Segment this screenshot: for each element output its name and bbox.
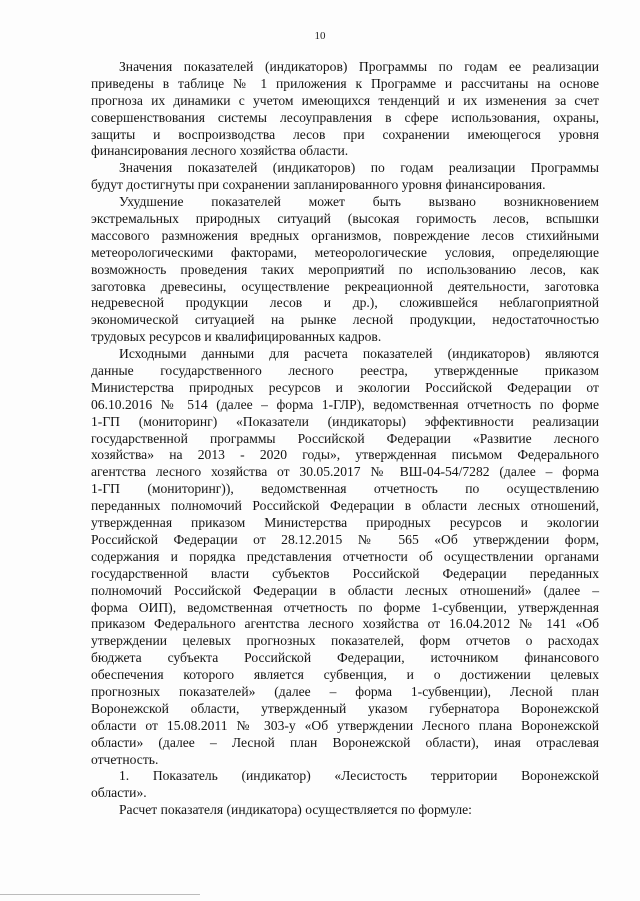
text-line: полномочий Российской Федерации в области лесных отношений» (далее – (91, 582, 599, 598)
text-line: области» (далее – Лесной план Воронежской области), иная отраслевая (91, 734, 599, 750)
text-line: метеорологическими факторами, метеорологические условия, определяющие (91, 244, 599, 260)
text-line: возможность проведения таких мероприятий по использованию лесов, как (91, 261, 599, 277)
text-line: области». (91, 785, 147, 801)
text-line: приказом Федерального агентства лесного хозяйства от 16.04.2012 № 141 «Об (91, 616, 599, 632)
text-line: государственной власти субъектов Российской Федерации переданных (91, 565, 599, 581)
text-line: содержания и порядка представления отчетности об осуществлении органами (91, 548, 599, 564)
text-line: государственной программы Российской Федерации «Развитие лесного (91, 430, 599, 446)
text-line: будут достигнуты при сохранении запланированного уровня финансирования. (91, 177, 546, 193)
text-line: Значения показателей (индикаторов) по годам реализации Программы (119, 160, 599, 176)
text-line: области от 15.08.2011 № 303-у «Об утверждении Лесного плана Воронежской (91, 717, 599, 733)
body-text (91, 59, 599, 819)
text-line: Воронежской области, утвержденный указом губернатора Воронежской (91, 700, 599, 716)
text-line: Ухудшение показателей может быть вызвано возникновением (119, 194, 599, 210)
text-line: прогнозных показателей» (далее – форма 1-субвенции), Лесной план (91, 683, 599, 699)
text-line: Исходными данными для расчета показателей (индикаторов) являются (119, 346, 599, 362)
text-line: Российской Федерации от 28.12.2015 № 565 «Об утверждении форм, (91, 531, 599, 547)
text-line: Значения показателей (индикаторов) Программы по годам ее реализации (119, 59, 599, 74)
text-line: 1. Показатель (индикатор) «Лесистость территории Воронежской (119, 768, 599, 784)
text-line: 06.10.2016 № 514 (далее – форма 1-ГЛР), ведомственная отчетность по форме (91, 396, 599, 412)
text-line: недревесной продукции лесов и др.), сложившейся неблагоприятной (91, 295, 599, 311)
text-line: утвержденная приказом Министерства природных ресурсов и экологии (91, 515, 599, 531)
text-line: экономической ситуацией на рынке лесной продукции, недостаточностью (91, 312, 599, 328)
text-line: заготовка древесины, осуществление рекреационной деятельности, заготовка (91, 278, 599, 294)
text-line: обеспечения которого является субвенция, и о достижении целевых (91, 667, 599, 683)
scan-edge-line (0, 894, 200, 895)
text-line: экстремальных природных ситуаций (высокая горимость лесов, вспышки (91, 211, 599, 227)
text-line: переданных полномочий Российской Федерации в области лесных отношений, (91, 498, 599, 514)
text-line: прогноза их динамики с учетом имеющихся тенденций и их изменения за счет (91, 92, 599, 108)
text-line: бюджета субъекта Российской Федерации, источником финансового (91, 650, 599, 666)
text-line: финансирования лесного хозяйства области. (91, 143, 349, 159)
text-line: приведены в таблице № 1 приложения к Программе и рассчитаны на основе (91, 75, 599, 91)
text-line: данные государственного лесного реестра, утвержденные приказом (91, 363, 599, 379)
text-line: агентства лесного хозяйства от 30.05.2017 № ВШ-04-54/7282 (далее – форма (91, 464, 599, 480)
text-line: форма ОИП), ведомственная отчетность по форме 1-субвенции, утвержденная (91, 599, 599, 615)
text-line: защиты и воспроизводства лесов при сохранении имеющегося уровня (91, 126, 599, 142)
text-line: 1-ГП (мониторинг)), ведомственная отчетность по осуществлению (91, 481, 599, 497)
text-line: 1-ГП (мониторинг) «Показатели (индикаторы) эффективности реализации (91, 413, 599, 429)
page-number: 10 (314, 30, 326, 42)
text-line: трудовых ресурсов и квалифицированных кадров. (91, 329, 382, 345)
text-line: совершенствования системы лесоуправления в сфере использования, охраны, (91, 109, 599, 125)
text-line: утверждении целевых прогнозных показателей, форм отчетов о расходах (91, 633, 599, 649)
text-line: отчетность. (91, 751, 159, 767)
text-line: Министерства природных ресурсов и экологии Российской Федерации от (91, 379, 599, 395)
text-line: хозяйства» на 2013 - 2020 годы», утвержденная письмом Федерального (91, 447, 599, 463)
text-line: массового размножения вредных организмов, повреждение лесов стихийными (91, 227, 599, 243)
text-line: Расчет показателя (индикатора) осуществляется по формуле: (119, 802, 472, 818)
